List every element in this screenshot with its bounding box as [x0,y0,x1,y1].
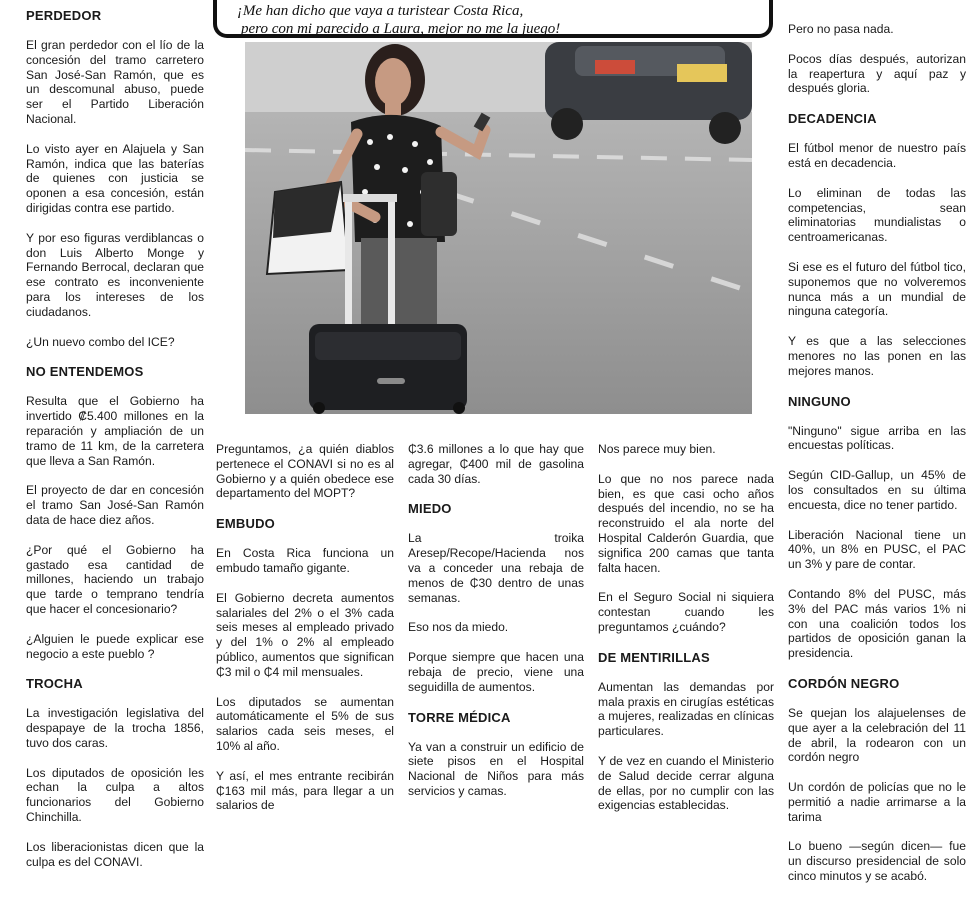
paragraph: Aumentan las demandas por mala praxis en cirugías estéticas a mujeres, realizadas en clínicas particulares. [598,679,774,739]
paragraph: Y es que a las selecciones menores no las ponen en las mejores manos. [788,334,966,378]
paragraph: Lo visto ayer en Alajuela y San Ramón, indica que las baterías de quienes con justicia se oponen a esa concesión, están dirigidas contra ese partido. [26,141,204,215]
paragraph: Un cordón de policías que no le permitió a nadie arrimarse a la tarima [788,780,966,824]
shoulder-bag [421,172,457,236]
paragraph: Ya van a construir un edificio de siete pisos en el Hospital Nacional de Niños para más servicios y camas. [408,739,584,798]
heading-no-entendemos: NO ENTENDEMOS [26,364,144,380]
paragraph: El Gobierno decreta aumentos salariales del 2% o el 3% cada seis meses al empleado privado y del 1% o 2% al empleado público, aumentos que significan ₵3 mil o ₵4 mil mensuales. [216,590,394,679]
paragraph: Liberación Nacional tiene un 40%, un 8% en PUSC, el PAC un 3% y pare de contar. [788,527,966,572]
paragraph: Y de vez en cuando el Ministerio de Salud decide cerrar alguna de ellas, por no cumplir con las exigencias establecidas. [598,753,774,813]
column-center-1 [216,442,394,828]
heading-cordon-negro: CORDÓN NEGRO [788,675,900,691]
paragraph: La troika Aresep/Recope/Hacienda nos va a conceder una rebaja de menos de ₵30 dentro de unas semanas. [408,531,584,605]
handbag [267,182,349,274]
heading-trocha: TROCHA [26,676,83,692]
paragraph: El gran perdedor con el lío de la concesión del tramo carretero San José-San Ramón, que es un descomunal abuso, puede ser el Partido Liberación Nacional. [26,38,204,126]
caption-line-1: ¡Me han dicho que vaya a turistear Costa Rica, [237,3,524,19]
paragraph: Si ese es el futuro del fútbol tico, suponemos que no volveremos nunca más a un mundial de ninguna categoría. [788,259,966,319]
column-right [788,22,966,899]
paragraph: Lo bueno —según dicen— fue un discurso presidencial de solo cinco minutos y se acabó. [788,839,966,884]
paragraph: Y así, el mes entrante recibirán ₵163 mil más, para llegar a un salarios de [216,768,394,813]
column-center-3 [598,442,774,828]
paragraph: El proyecto de dar en concesión el tramo San José-San Ramón data de hace diez años. [26,483,204,527]
paragraph: Los diputados de oposición les echan la culpa a altos funcionarios del Gobierno Chinchilla. [26,765,204,825]
paragraph: Se quejan los alajuelenses de que ayer a la celebración del 11 de abril, la rodearon con un cordón negro [788,705,966,765]
column-center-2 [408,442,584,814]
paragraph: En Costa Rica funciona un embudo tamaño gigante. [216,546,394,575]
photo-caption-box [213,0,773,38]
column-left [26,8,204,884]
paragraph: ¿Un nuevo combo del ICE? [26,334,175,349]
paragraph: Preguntamos, ¿a quién diablos pertenece el CONAVI si no es al Gobierno y a quién obedece ese departamento del MOPT? [216,442,394,501]
paragraph: La investigación legislativa del despapaye de la trocha 1856, tuvo dos caras. [26,706,204,750]
paragraph: "Ninguno" sigue arriba en las encuestas políticas. [788,423,966,453]
paragraph: Lo que no nos parece nada bien, es que casi ocho años después del incendio, no se ha reconstruido el ala norte del Hospital Calderón Guardia, que significa 200 camas que tanta falta hacen. [598,471,774,575]
heading-de-mentirillas: DE MENTIRILLAS [598,649,710,665]
paragraph: ¿Por qué el Gobierno ha gastado esa cantidad de millones, haciendo un trabajo que tarde o temprano tendría que hacer el concesionario? [26,542,204,616]
paragraph: En el Seguro Social ni siquiera contestan cuando les preguntamos ¿cuándo? [598,590,774,634]
paragraph: Porque siempre que hacen una rebaja de precio, viene una seguidilla de aumentos. [408,650,584,694]
paragraph: Los diputados se aumentan automáticamente el 5% de sus salarios cada seis meses, el 10% al año. [216,694,394,753]
paragraph: ₵3.6 millones a lo que hay que agregar, ₵400 mil de gasolina cada 30 días. [408,442,584,486]
caption-line-2: pero con mi parecido a Laura, mejor no me la juego! [241,21,561,37]
heading-perdedor: PERDEDOR [26,8,102,23]
paragraph: Lo eliminan de todas las competencias, sean eliminatorias mundialistas o centroamericanas. [788,185,966,245]
paragraph: Contando 8% del PUSC, más 3% del PAC más varios 1% ni con una coalición todos los partidos de oposición ganan la presidencia. [788,586,966,661]
paragraph: ¿Alguien le puede explicar ese negocio a este pueblo ? [26,631,204,661]
paragraph: Según CID-Gallup, un 45% de los consultados en su última encuesta, dice no tener partido. [788,468,966,512]
paragraph: El fútbol menor de nuestro país está en decadencia. [788,141,966,170]
paragraph: Nos parece muy bien. [598,442,716,456]
heading-decadencia: DECADENCIA [788,111,877,127]
paragraph: Pero no pasa nada. [788,22,894,36]
photo-caption [237,2,560,38]
heading-embudo: EMBUDO [216,516,275,532]
paragraph: Resulta que el Gobierno ha invertido ₡5.400 millones en la reparación y ampliación de un tramo de 11 km, de la carretera que lleva a San Ramón. [26,394,204,468]
paragraph: Eso nos da miedo. [408,620,509,635]
paragraph: Y por eso figuras verdiblancas o don Luis Alberto Monge y Fernando Berrocal, declaran que ese contrato es inconveniente para los intereses de los ciudadanos. [26,230,204,319]
heading-torre-medica: TORRE MÉDICA [408,709,511,725]
heading-miedo: MIEDO [408,501,452,517]
paragraph: Los liberacionistas dicen que la culpa es del CONAVI. [26,839,204,869]
heading-ninguno: NINGUNO [788,393,851,409]
paragraph: Pocos días después, autorizan la reapertura y aquí paz y después gloria. [788,51,966,96]
news-photo-woman-with-suitcase [245,42,752,414]
